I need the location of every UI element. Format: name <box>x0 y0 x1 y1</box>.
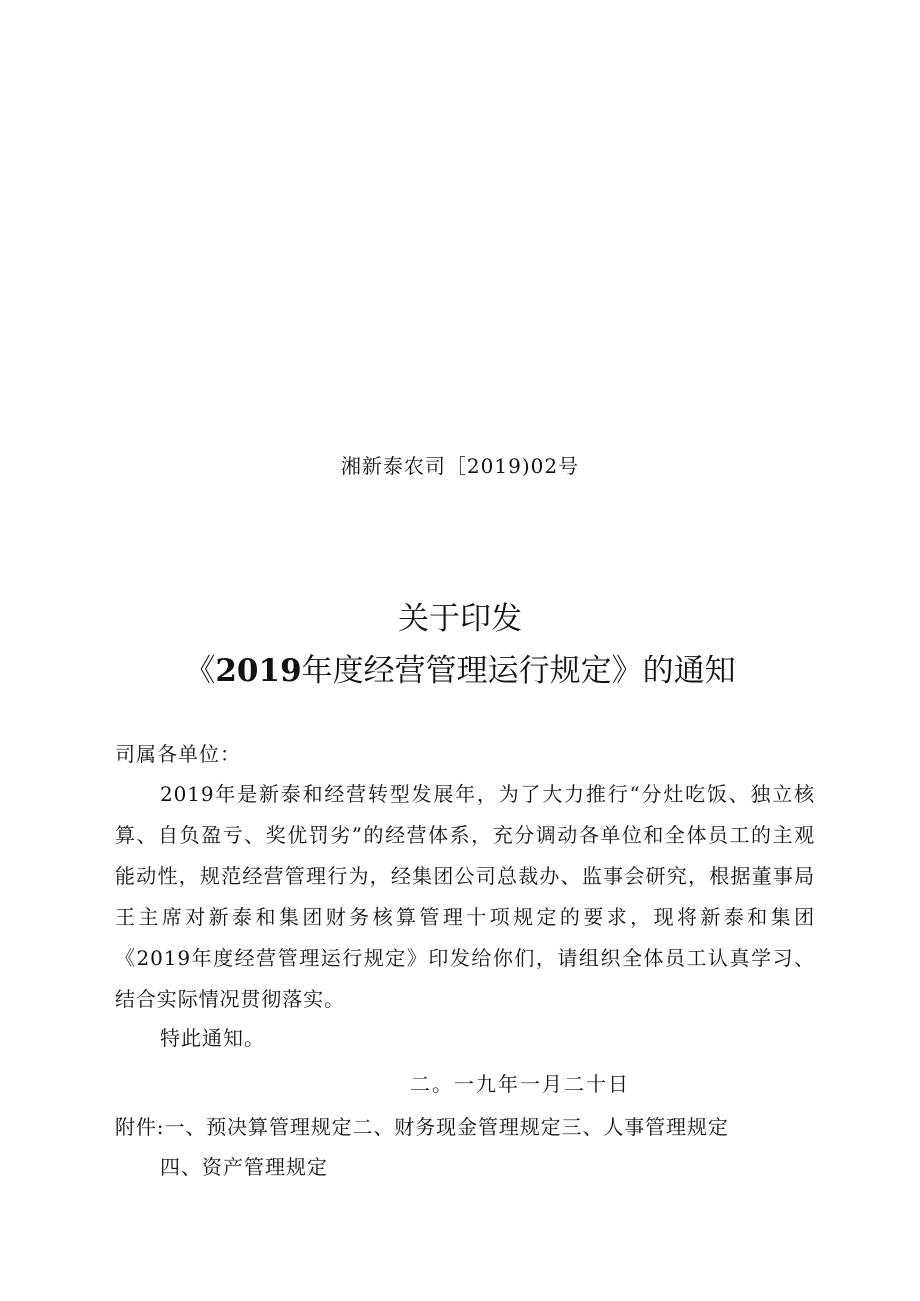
title-open-bracket: 《 <box>184 653 216 689</box>
document-number: 湘新泰农司［2019)02号 <box>340 454 580 478</box>
attachments-line-2: 四、资产管理规定 <box>160 1155 328 1179</box>
document-title-line-1: 关于印发 <box>398 601 522 637</box>
document-title-line-2 <box>0 645 920 690</box>
salutation: 司属各单位： <box>115 742 241 766</box>
attachments-line-1: 附件:一、预决算管理规定二、财务现金管理规定三、人事管理规定 <box>115 1115 729 1139</box>
closing-line: 特此通知。 <box>160 1026 265 1050</box>
title-year: 2019 <box>215 653 302 689</box>
title-rest: 年度经营管理运行规定》的通知 <box>301 653 736 689</box>
issue-date: 二。一九年一月二十日 <box>410 1072 630 1096</box>
body-paragraph: 2019年是新泰和经营转型发展年，为了大力推行“分灶吃饭、独立核算、自负盈亏、奖优罚劣”的经营体系，充分调动各单位和全体员工的主观能动性，规范经营管理行为，经集团公司总裁办、监事会研究，根据董事局王主席对新泰和集团财务核算管理十项规定的要求，现将新泰和集团《2019年度经营管理运行规定》印发给你们，请组织全体员工认真学习、结合实际情况贯彻落实。 <box>115 782 815 1011</box>
